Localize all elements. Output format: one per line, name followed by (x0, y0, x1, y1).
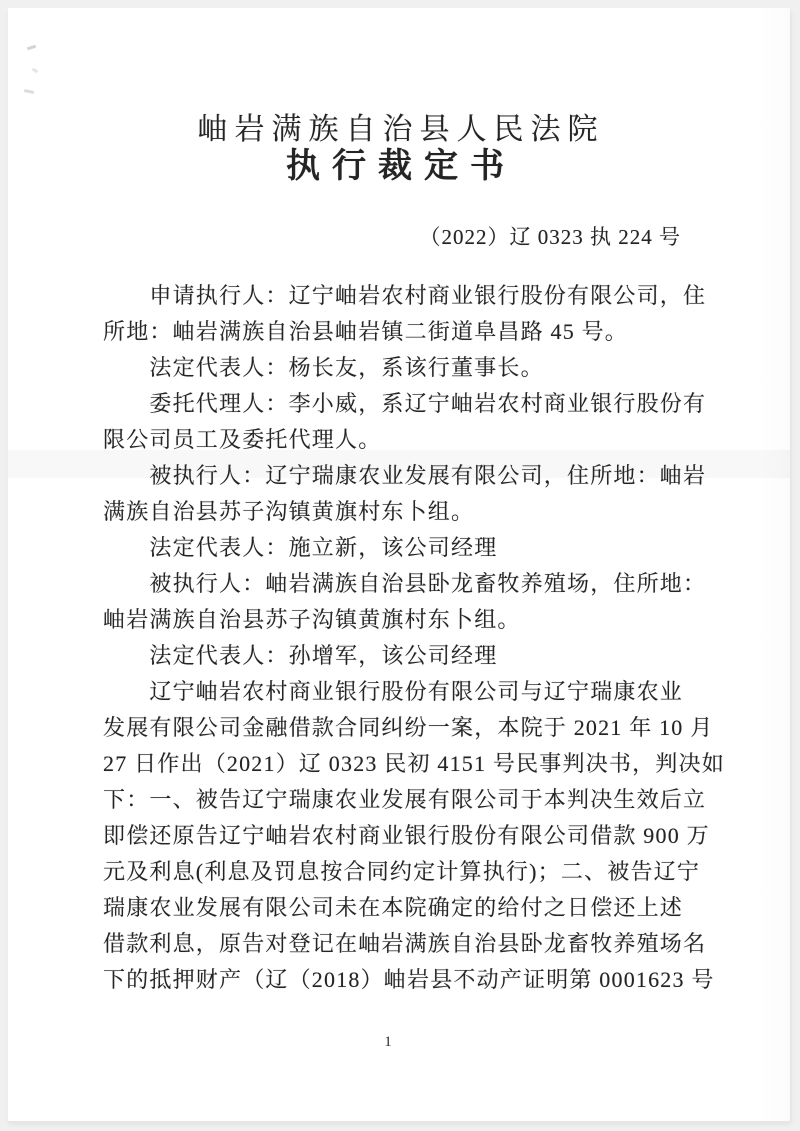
body-line: 下的抵押财产（辽（2018）岫岩县不动产证明第 0001623 号 (103, 967, 715, 992)
case-number: （2022）辽 0323 执 224 号 (419, 225, 681, 249)
scan-artifact (24, 89, 34, 94)
body-line: 限公司员工及委托代理人。 (103, 427, 382, 452)
page-number: 1 (384, 1034, 392, 1050)
body-line: 被执行人：岫岩满族自治县卧龙畜牧养殖场，住所地： (103, 571, 707, 596)
body-line: 法定代表人：杨长友，系该行董事长。 (103, 355, 544, 380)
body-line: 下：一、被告辽宁瑞康农业发展有限公司于本判决生效后立 (103, 787, 707, 812)
scan-artifact (27, 45, 36, 51)
body-line: 法定代表人：施立新，该公司经理 (103, 535, 498, 560)
body-line: 被执行人：辽宁瑞康农业发展有限公司，住所地：岫岩 (103, 463, 707, 488)
body-line: 法定代表人：孙增军，该公司经理 (103, 643, 498, 668)
body-line: 委托代理人：李小威，系辽宁岫岩农村商业银行股份有 (103, 391, 707, 416)
body-line: 借款利息，原告对登记在岫岩满族自治县卧龙畜牧养殖场名 (103, 931, 707, 956)
body-line: 辽宁岫岩农村商业银行股份有限公司与辽宁瑞康农业 (103, 679, 684, 704)
scan-artifact (32, 68, 39, 74)
body-line: 申请执行人：辽宁岫岩农村商业银行股份有限公司，住 (103, 283, 707, 308)
body-line: 岫岩满族自治县苏子沟镇黄旗村东卜组。 (103, 607, 521, 632)
court-name-title: 岫岩满族自治县人民法院 (197, 113, 605, 146)
document-page (8, 8, 790, 1121)
body-line: 发展有限公司金融借款合同纠纷一案，本院于 2021 年 10 月 (103, 715, 714, 740)
document-body (103, 278, 725, 998)
body-line: 所地：岫岩满族自治县岫岩镇二街道阜昌路 45 号。 (103, 319, 629, 344)
body-line: 满族自治县苏子沟镇黄旗村东卜组。 (103, 499, 475, 524)
body-line: 瑞康农业发展有限公司未在本院确定的给付之日偿还上述 (103, 895, 684, 920)
body-line: 元及利息(利息及罚息按合同约定计算执行)；二、被告辽宁 (103, 859, 701, 884)
document-type-title: 执行裁定书 (286, 148, 516, 185)
body-line: 即偿还原告辽宁岫岩农村商业银行股份有限公司借款 900 万 (103, 823, 710, 848)
body-line: 27 日作出（2021）辽 0323 民初 4151 号民事判决书，判决如 (103, 751, 725, 776)
